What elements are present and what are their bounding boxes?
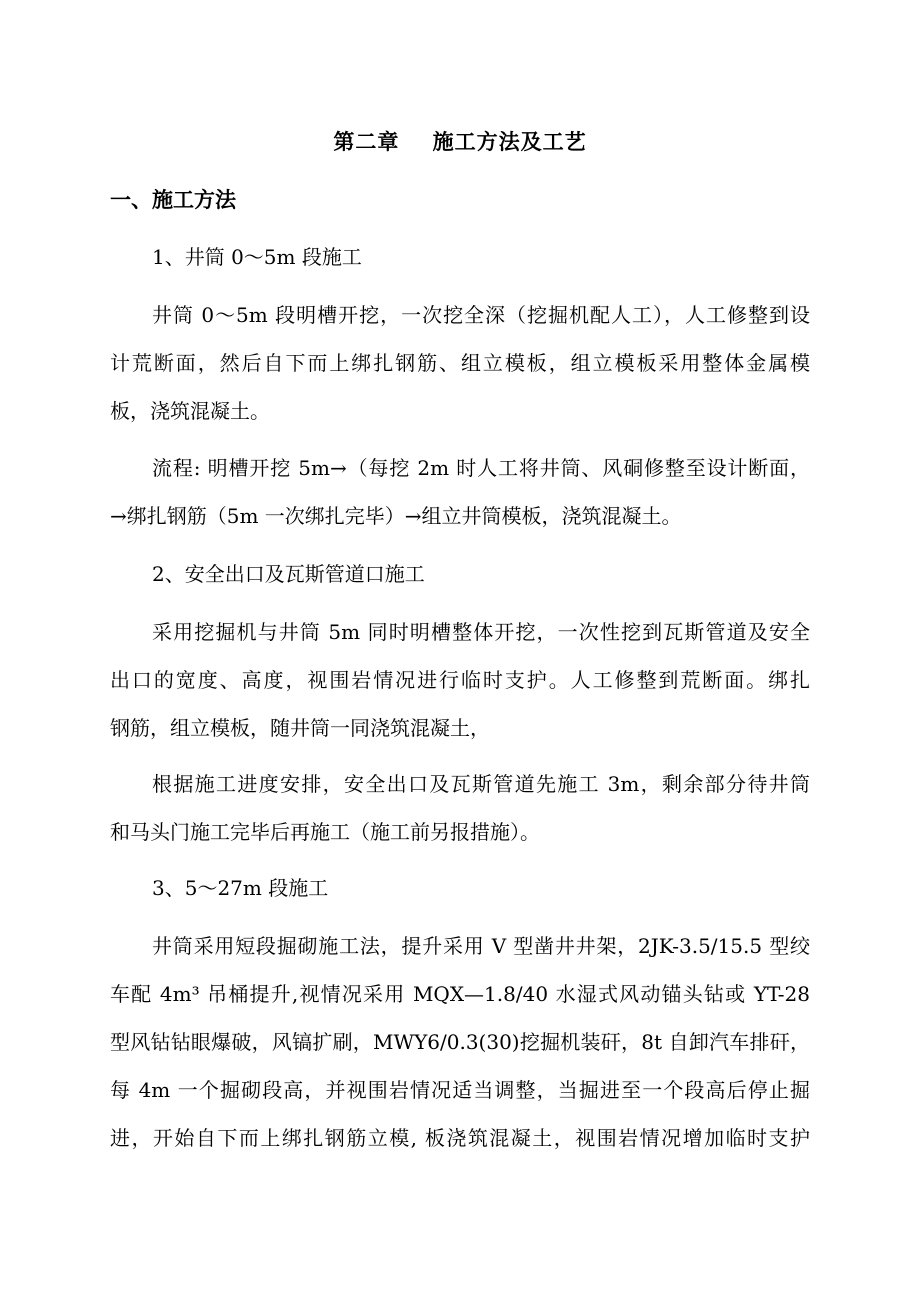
paragraph-line: 采用挖掘机与井筒 5m 同时明槽整体开挖，一次性挖到瓦斯管道及安全 [152, 620, 810, 644]
paragraph-line: 钢筋，组立模板，随井筒一同浇筑混凝土， [110, 716, 490, 740]
paragraph-line: 根据施工进度安排，安全出口及瓦斯管道先施工 3m，剩余部分待井筒 [152, 772, 810, 796]
paragraph-line: 流程: 明槽开挖 5m→（每挖 2m 时人工将井筒、风硐修整至设计断面， [152, 456, 810, 480]
paragraph-line: 板，浇筑混凝土。 [110, 399, 270, 423]
subsection-heading-2: 2、安全出口及瓦斯管道口施工 [152, 562, 425, 586]
paragraph-line: 车配 4m³ 吊桶提升,视情况采用 MQX—1.8/40 水湿式风动锚头钻或 YT-28 [110, 982, 810, 1006]
paragraph-line: 进，开始自下而上绑扎钢筋立模, 板浇筑混凝土，视围岩情况增加临时支护 [110, 1126, 810, 1150]
paragraph-line: 井筒采用短段掘砌施工法，提升采用 V 型凿井井架，2JK-3.5/15.5 型绞 [152, 934, 810, 958]
paragraph-line: 型风钻钻眼爆破，风镐扩刷，MWY6/0.3(30)挖掘机装矸，8t 自卸汽车排矸， [110, 1030, 810, 1054]
paragraph-line: 和马头门施工完毕后再施工（施工前另报措施）。 [110, 820, 540, 844]
paragraph-line: 每 4m 一个掘砌段高，并视围岩情况适当调整，当掘进至一个段高后停止掘 [110, 1078, 810, 1102]
paragraph-line: 井筒 0～5m 段明槽开挖，一次挖全深（挖掘机配人工），人工修整到设 [152, 303, 810, 327]
paragraph-line: 计荒断面，然后自下而上绑扎钢筋、组立模板，组立模板采用整体金属模 [110, 351, 810, 375]
chapter-title: 第二章 施工方法及工艺 [333, 129, 587, 154]
section-heading: 一、施工方法 [110, 187, 236, 212]
paragraph-line: 出口的宽度、高度，视围岩情况进行临时支护。人工修整到荒断面。绑扎 [110, 668, 810, 692]
subsection-heading-1: 1、井筒 0～5m 段施工 [152, 245, 362, 269]
paragraph-line: →绑扎钢筋（5m 一次绑扎完毕）→组立井筒模板，浇筑混凝土。 [110, 504, 682, 528]
subsection-heading-3: 3、5～27m 段施工 [152, 876, 329, 900]
